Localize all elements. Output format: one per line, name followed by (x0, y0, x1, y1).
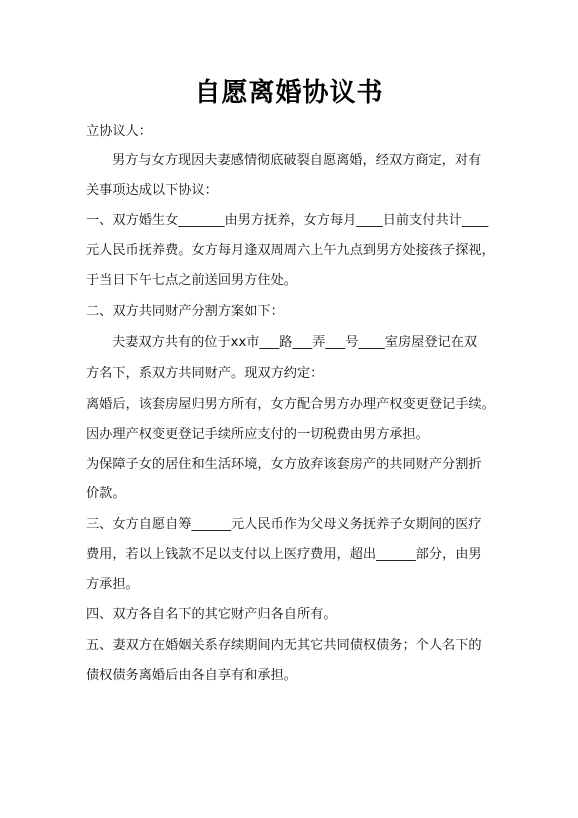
paragraph-line: 立协议人： (86, 124, 152, 139)
document-title: 自愿离婚协议书 (194, 78, 384, 108)
paragraph-line: 元人民币抚养费。女方每月逢双周周六上午九点到男方处接孩子探视， (86, 243, 495, 258)
paragraph-line: 夫妻双方共有的位于xx市___路___弄___号____室房屋登记在双 (112, 335, 478, 350)
paragraph-line: 价款。 (86, 486, 126, 501)
paragraph-line: 费用，若以上钱款不足以支付以上医疗费用，超出______部分，由男 (86, 547, 482, 562)
paragraph-line: 男方与女方现因夫妻感情彻底破裂自愿离婚，经双方商定，对有 (112, 153, 482, 168)
paragraph-line: 二、双方共同财产分割方案如下： (86, 304, 284, 319)
paragraph-line: 四、双方各自名下的其它财产归各自所有。 (86, 607, 337, 622)
paragraph-line: 一、双方婚生女_______由男方抚养，女方每月____日前支付共计____ (86, 213, 489, 228)
paragraph-line: 于当日下午七点之前送回男方住处。 (86, 273, 297, 288)
paragraph-line: 五、妻双方在婚姻关系存续期间内无其它共同债权债务；个人名下的 (86, 638, 482, 653)
paragraph-line: 离婚后，该套房屋归男方所有，女方配合男方办理产权变更登记手续。 (86, 397, 495, 412)
paragraph-line: 方名下，系双方共同财产。现双方约定： (86, 366, 324, 381)
paragraph-line: 方承担。 (86, 577, 139, 592)
paragraph-line: 为保障子女的居住和生活环境，女方放弃该套房产的共同财产分割折 (86, 457, 482, 472)
paragraph-line: 三、女方自愿自筹______元人民币作为父母义务抚养子女期间的医疗 (86, 517, 482, 532)
paragraph-line: 关事项达成以下协议： (86, 183, 218, 198)
paragraph-line: 债权债务离婚后由各自享有和承担。 (86, 668, 297, 683)
paragraph-line: 因办理产权变更登记手续所应支付的一切税费由男方承担。 (86, 427, 429, 442)
